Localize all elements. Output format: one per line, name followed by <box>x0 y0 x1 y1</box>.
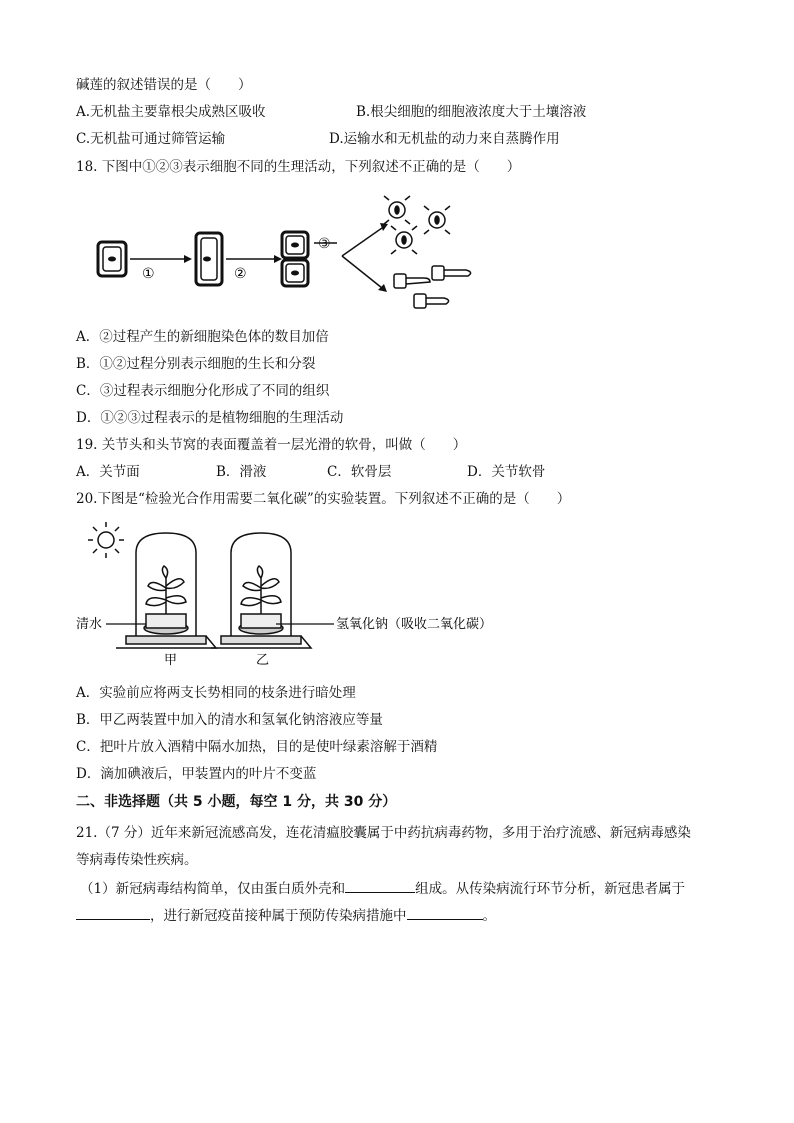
section-heading: 二、非选择题（共 5 小题，每空 1 分，共 30 分） <box>76 794 397 810</box>
q18-option-c: C．③过程表示细胞分化形成了不同的组织 <box>76 383 330 399</box>
q18-option-a: A．②过程产生的新细胞染色体的数目加倍 <box>76 329 329 345</box>
q17-stem-tail: 碱莲的叙述错误的是（ ） <box>76 77 252 93</box>
q21-part1-text-a: （1）新冠病毒结构简单，仅由蛋白质外壳和 <box>80 881 346 897</box>
q19-option-b: B．滑液 <box>216 464 267 480</box>
q17-option-b: B.根尖细胞的细胞液浓度大于土壤溶液 <box>356 104 587 120</box>
q20-option-b: B．甲乙两装置中加入的清水和氢氧化钠溶液应等量 <box>76 712 383 728</box>
bell-jar-jia <box>116 533 216 648</box>
q21-part1-text-d: 。 <box>482 908 496 924</box>
label-jar-yi: 乙 <box>256 653 270 668</box>
q17-option-a: A.无机盐主要靠根尖成熟区吸收 <box>76 104 266 120</box>
q18-cell-diagram <box>92 190 492 320</box>
q18-stem: 18. 下图中①②③表示细胞不同的生理活动，下列叙述不正确的是（ ） <box>76 159 521 175</box>
q21-intro-line2: 等病毒传染性疾病。 <box>76 852 198 868</box>
label-clear-water: 清水 <box>76 617 103 632</box>
q17-option-d: D.运输水和无机盐的动力来自蒸腾作用 <box>329 131 560 147</box>
sun-icon <box>88 522 124 558</box>
label-sodium-hydroxide: 氢氧化钠（吸收二氧化碳） <box>336 617 493 632</box>
root-hair-cells <box>394 266 471 308</box>
q20-option-d: D．滴加碘液后，甲装置内的叶片不变蓝 <box>76 766 317 782</box>
q19-option-d: D．关节软骨 <box>467 464 546 480</box>
q21-part1-text-c: ，进行新冠疫苗接种属于预防传染病措施中 <box>150 908 407 924</box>
q21-part1-text-b: 组成。从传染病流行环节分析，新冠患者属于 <box>415 881 686 897</box>
q20-option-a: A．实验前应将两支长势相同的枝条进行暗处理 <box>76 685 356 701</box>
q20-option-c: C．把叶片放入酒精中隔水加热，目的是使叶绿素溶解于酒精 <box>76 739 438 755</box>
q21-intro-line1: 21.（7 分）近年来新冠流感高发，连花清瘟胶囊属于中药抗病毒药物，多用于治疗流感、新冠病毒感染 <box>76 825 691 841</box>
answer-blank-2[interactable] <box>76 905 150 920</box>
process-label-1: ① <box>142 266 155 282</box>
process-label-2: ② <box>234 266 247 282</box>
q21-part1-line1 <box>80 878 685 898</box>
q18-option-d: D．①②③过程表示的是植物细胞的生理活动 <box>76 410 344 426</box>
label-jar-jia: 甲 <box>164 653 178 668</box>
process-label-3: ③ <box>318 236 331 252</box>
answer-blank-1[interactable] <box>345 878 415 893</box>
answer-blank-3[interactable] <box>407 905 483 920</box>
q20-stem: 20.下图是“检验光合作用需要二氧化碳”的实验装置。下列叙述不正确的是（ ） <box>76 491 571 507</box>
q19-option-c: C．软骨层 <box>327 464 392 480</box>
bell-jar-yi <box>211 533 311 648</box>
guard-cells <box>384 196 450 254</box>
q17-option-c: C.无机盐可通过筛管运输 <box>76 131 226 147</box>
q21-part1-line2 <box>76 905 496 925</box>
q20-experiment-diagram <box>76 518 516 668</box>
q18-option-b: B．①②过程分别表示细胞的生长和分裂 <box>76 356 316 372</box>
q19-stem: 19. 关节头和头节窝的表面覆盖着一层光滑的软骨，叫做（ ） <box>76 437 467 453</box>
q19-option-a: A．关节面 <box>76 464 140 480</box>
